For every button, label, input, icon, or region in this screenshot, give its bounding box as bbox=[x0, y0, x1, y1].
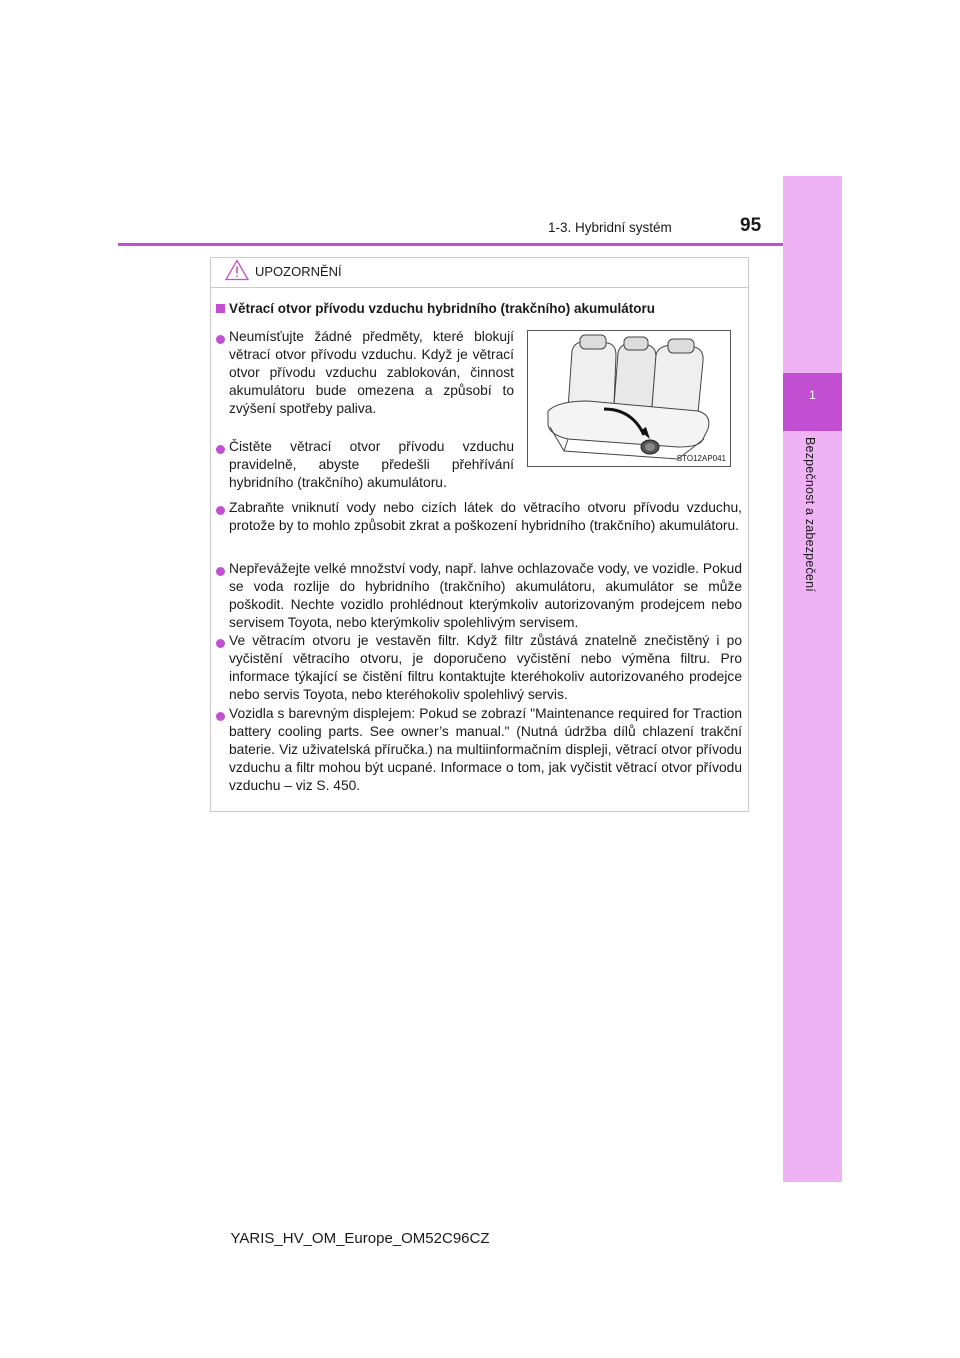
bullet-item: Zabraňte vniknutí vody nebo cizích látek do větracího otvoru přívodu vzduchu, protože by to mohlo způsobit zkrat a poškození hybridního (trakčního) akumulátoru. bbox=[229, 500, 742, 533]
section-square-bullet bbox=[216, 304, 225, 313]
chapter-title: Bezpečnost a zabezpečení bbox=[803, 437, 817, 592]
section-heading: Větrací otvor přívodu vzduchu hybridního (trakčního) akumulátoru bbox=[229, 301, 656, 316]
rear-seat-illustration bbox=[527, 330, 731, 467]
chapter-number-block bbox=[783, 373, 842, 431]
bullet-item: Nepřevážejte velké množství vody, např. lahve ochlazovače vody, ve vozidle. Pokud se voda rozlije do hybridního (trakčního) akumulátoru, akumulátor se může poškodit. Nechte vozidlo prohlédnout kterýmkoliv autorizovaným prodejcem nebo servisem Toyota, nebo kterýmkoliv spolehlivým servisem. bbox=[229, 561, 742, 630]
bullet-dot bbox=[216, 712, 225, 721]
warning-triangle-icon bbox=[225, 259, 249, 286]
bullet-dot bbox=[216, 639, 225, 648]
rear-seat-drawing bbox=[528, 331, 730, 466]
figure-code: STO12AP041 bbox=[676, 454, 726, 463]
bullet-item: Neumísťujte žádné předměty, které blokují větrací otvor přívodu vzduchu. Když je větrací otvor přívodu vzduchu zablokován, činnost akumulátoru bude omezena a způsobí to zvýšení spotřeby paliva. bbox=[229, 329, 514, 416]
bullet-item: Ve větracím otvoru je vestavěn filtr. Když filtr zůstává znatelně znečistěný i po vyčistění větracího otvoru, je doporučeno vyčistění nebo výměna filtru. Pro informace týkající se čistění filtru kontaktujte kteréhokoliv autorizovaného prodejce nebo servis Toyota, nebo kteréhokoliv spolehlivý servis. bbox=[229, 633, 742, 702]
chapter-number: 1 bbox=[809, 388, 816, 402]
chapter-side-tab bbox=[783, 176, 842, 1182]
header-rule bbox=[118, 243, 783, 246]
bullet-dot bbox=[216, 567, 225, 576]
bullet-dot bbox=[216, 445, 225, 454]
running-header-section: 1-3. Hybridní systém bbox=[548, 220, 672, 235]
warning-header-divider bbox=[210, 287, 749, 288]
bullet-item: Čistěte větrací otvor přívodu vzduchu pravidelně, abyste předešli přehřívání hybridního (trakčního) akumulátoru. bbox=[229, 439, 514, 490]
page-number: 95 bbox=[740, 215, 762, 236]
bullet-dot bbox=[216, 335, 225, 344]
bullet-item: Vozidla s barevným displejem: Pokud se zobrazí "Maintenance required for Traction battery cooling parts. See owner’s manual." (Nutná údržba dílů chlazení trakční baterie. Viz uživatelská příručka.) na multiinformačním displeji, větrací otvor přívodu vzduchu a filtr mohou být ucpané. Informace o tom, jak vyčistit větrací otvor přívodu vzduchu – viz S. 450. bbox=[229, 706, 742, 793]
warning-title: UPOZORNĚNÍ bbox=[255, 264, 342, 279]
bullet-dot bbox=[216, 506, 225, 515]
document-id: YARIS_HV_OM_Europe_OM52C96CZ bbox=[230, 1230, 490, 1247]
